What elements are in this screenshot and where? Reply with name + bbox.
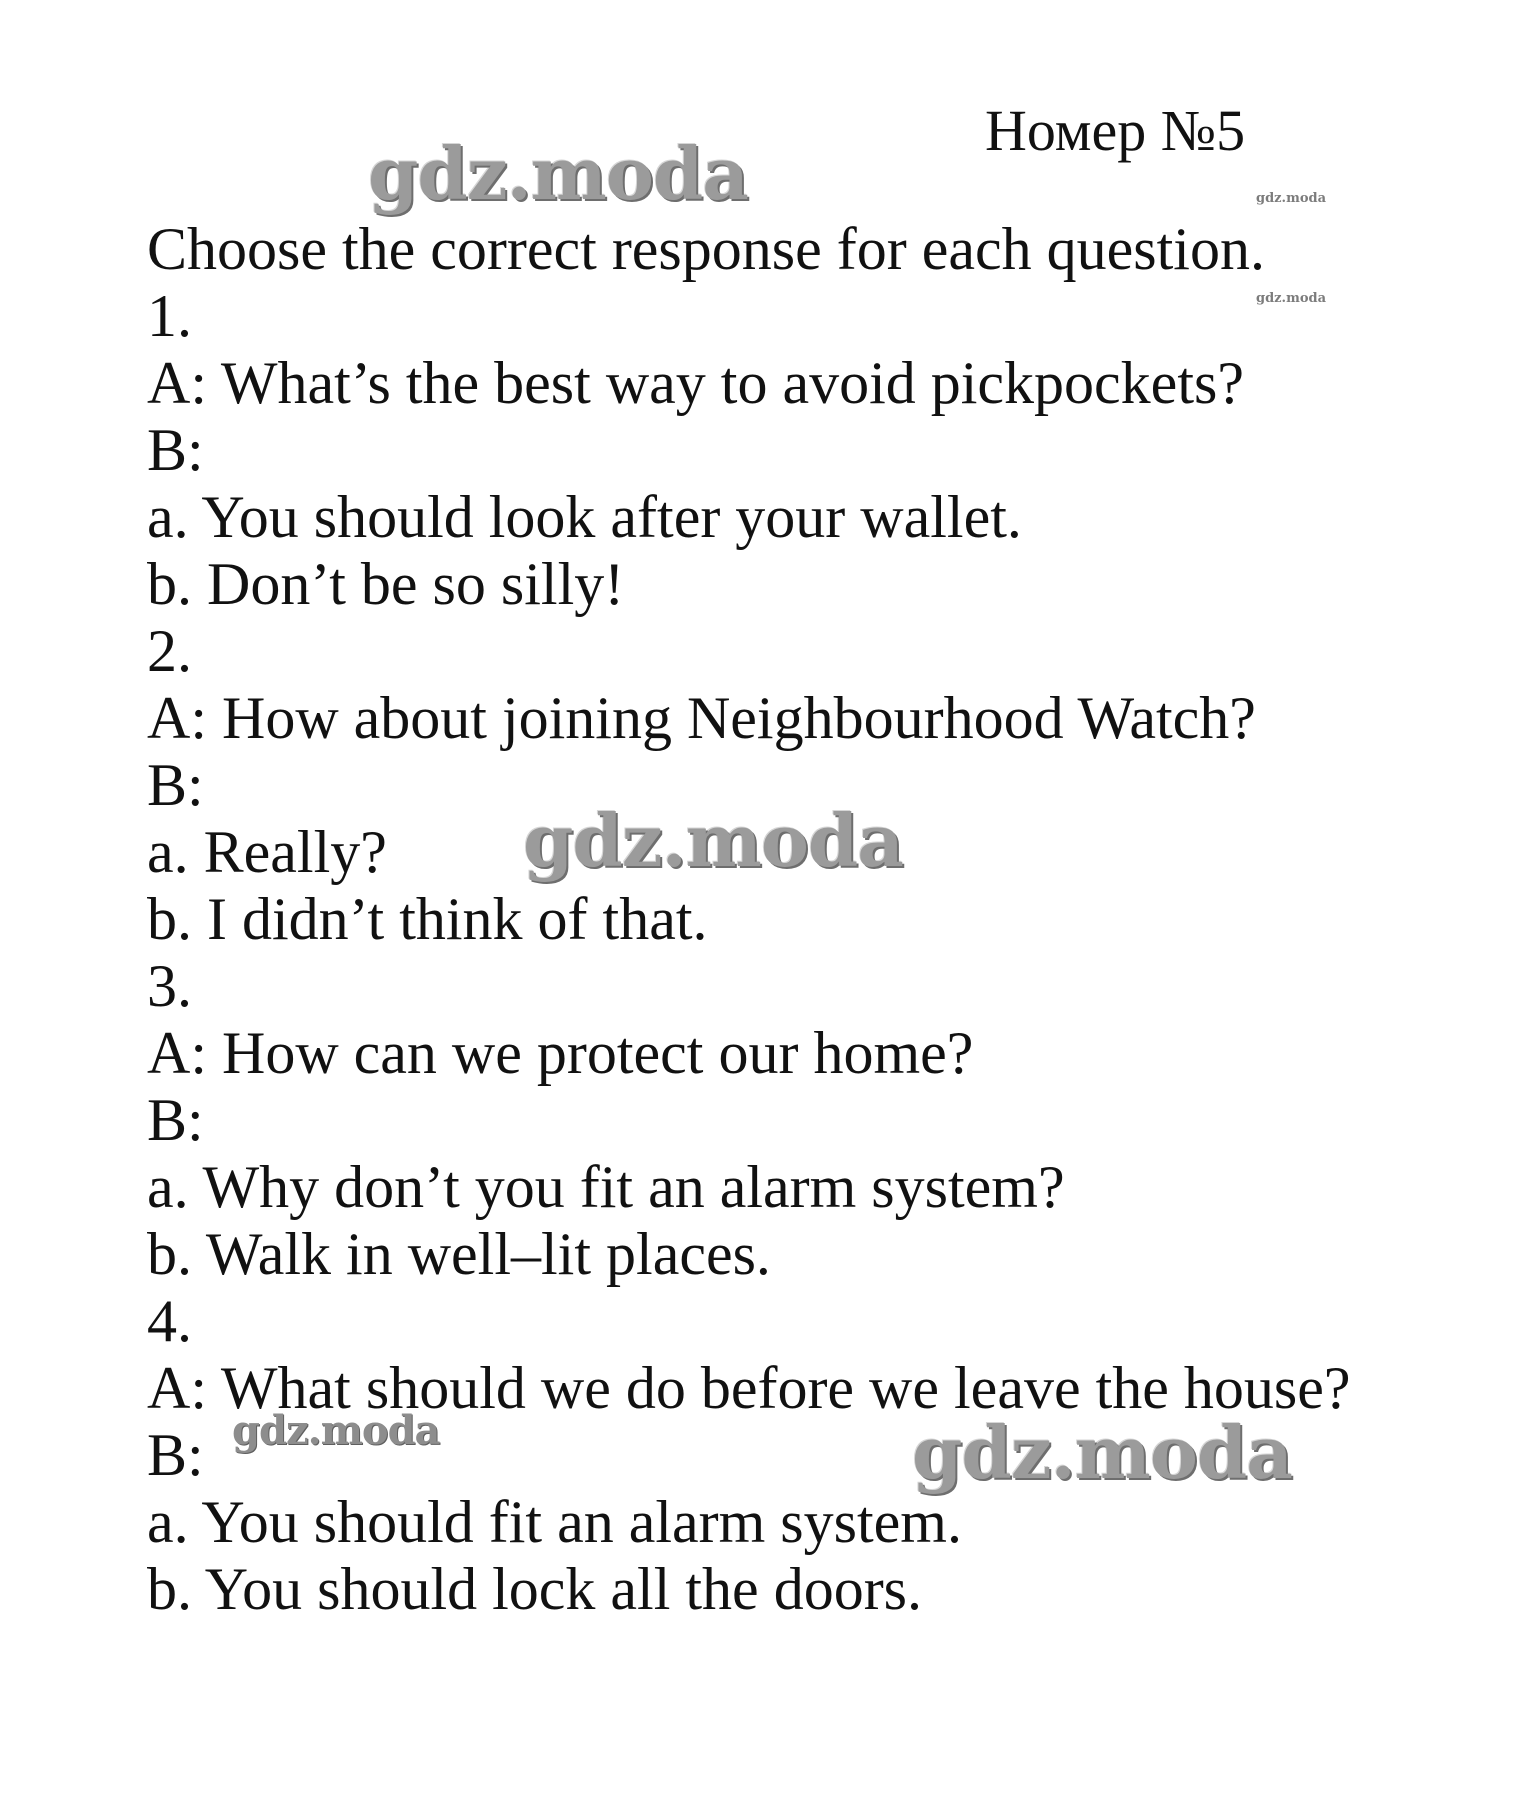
question-line: A: How can we protect our home? — [147, 1020, 974, 1086]
answer-label: B: — [147, 1087, 204, 1153]
option-a: a. You should look after your wallet. — [147, 484, 1022, 550]
option-b: b. Walk in well–lit places. — [147, 1221, 771, 1287]
answer-label: B: — [147, 417, 204, 483]
instruction: Choose the correct response for each question. — [147, 216, 1265, 282]
question-number: 1. — [147, 283, 192, 349]
watermark-logo-tiny-1: gdz.moda — [1256, 191, 1327, 206]
question-number: 3. — [147, 953, 192, 1019]
answer-label: B: — [147, 1422, 204, 1488]
watermark-logo-middle: gdz.moda — [523, 798, 903, 883]
option-b: b. Don’t be so silly! — [147, 551, 625, 617]
question-line: A: How about joining Neighbourhood Watch? — [147, 685, 1256, 751]
watermark-logo-tiny-2: gdz.moda — [1256, 291, 1327, 306]
question-number: 2. — [147, 618, 192, 684]
question-line: A: What’s the best way to avoid pickpockets? — [147, 350, 1244, 416]
option-a: a. Why don’t you fit an alarm system? — [147, 1154, 1065, 1220]
watermark-logo-small: gdz.moda — [232, 1407, 440, 1454]
option-a: a. Really? — [147, 819, 387, 885]
answer-label: B: — [147, 752, 204, 818]
question-number: 4. — [147, 1288, 192, 1354]
watermark-logo-top: gdz.moda — [368, 131, 748, 216]
page-number: Номер №5 — [985, 98, 1246, 163]
option-a: a. You should fit an alarm system. — [147, 1489, 962, 1555]
question-line: A: What should we do before we leave the house? — [147, 1355, 1351, 1421]
watermark-logo-bottom: gdz.moda — [912, 1410, 1292, 1495]
option-b: b. You should lock all the doors. — [147, 1556, 923, 1622]
option-b: b. I didn’t think of that. — [147, 886, 708, 952]
